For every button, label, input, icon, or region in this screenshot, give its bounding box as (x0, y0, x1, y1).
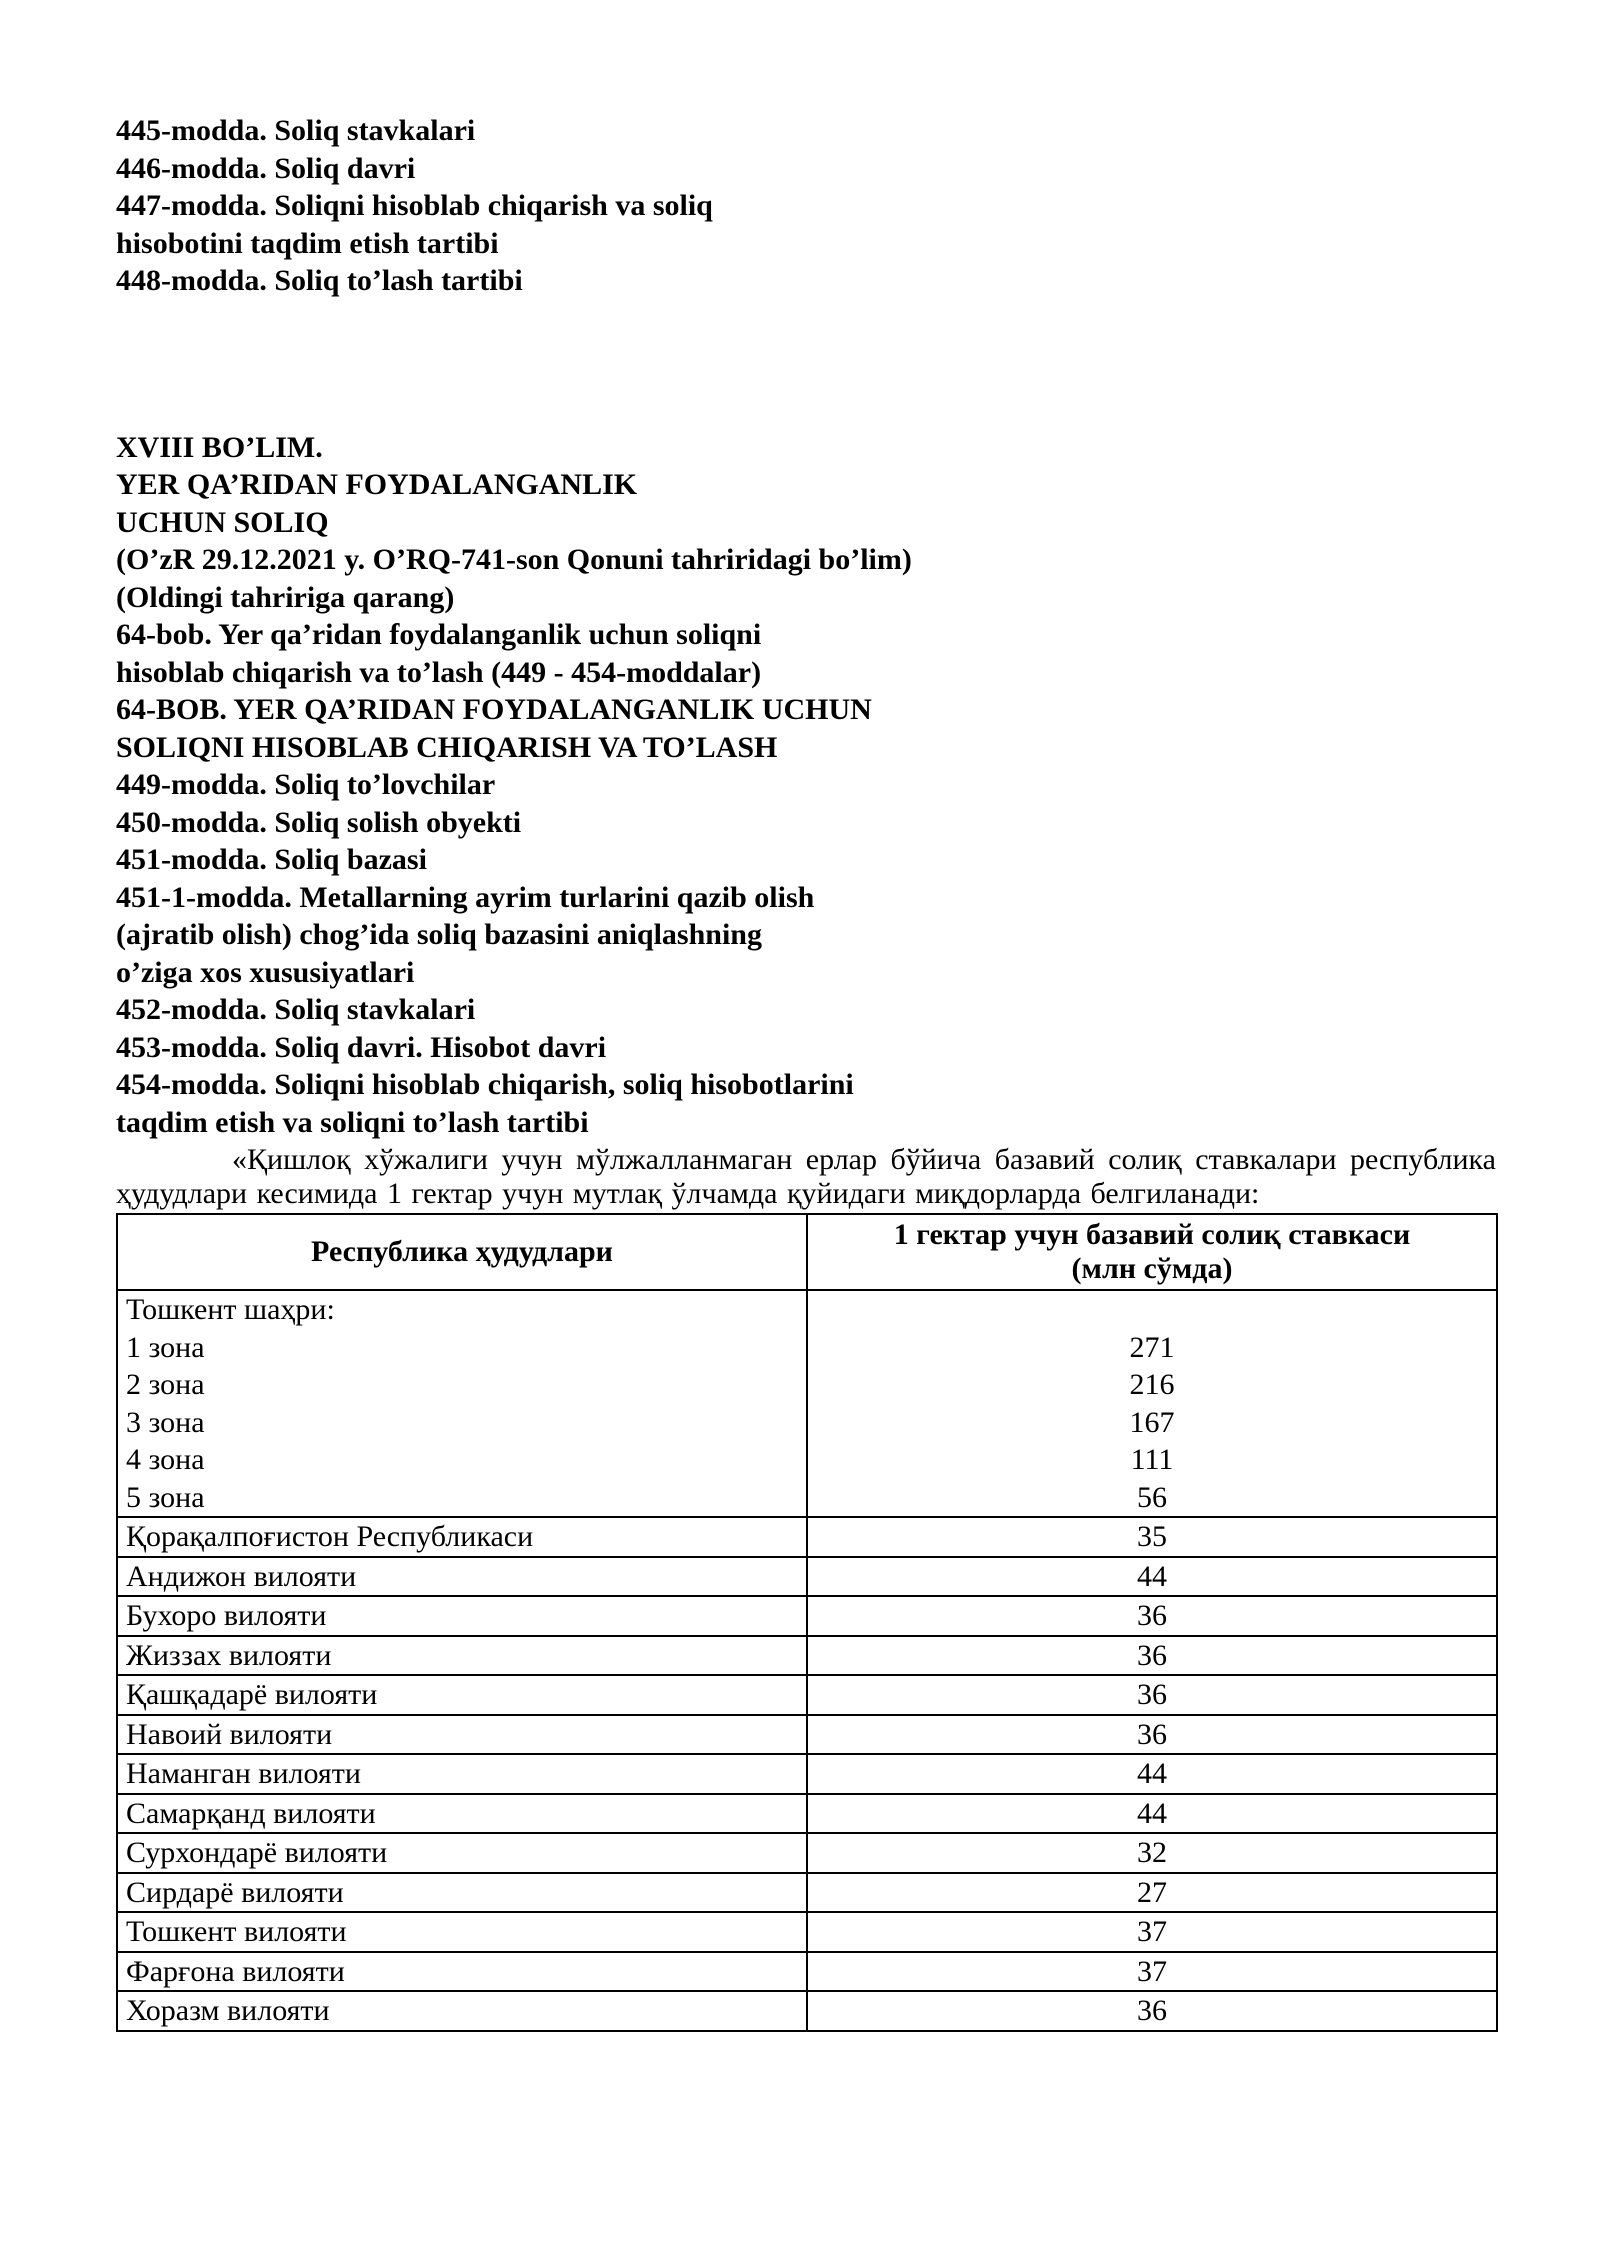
table-row (117, 1912, 1497, 1952)
column-header-region: Республика ҳудудлари (117, 1214, 807, 1290)
region-rate: 37 (807, 1912, 1497, 1952)
region-name: Қорақалпоғистон Республикаси (117, 1517, 807, 1557)
toc-line: 445-modda. Soliq stavkalari (116, 114, 476, 147)
region-rate: 36 (807, 1596, 1497, 1636)
article-line: 452-modda. Soliq stavkalari (116, 993, 476, 1026)
region-rate: 44 (807, 1557, 1497, 1597)
zone-value: 271 (1129, 1330, 1175, 1364)
document-page (116, 112, 1496, 2032)
tashkent-city-label: Тошкент шаҳри: (126, 1293, 335, 1326)
article-line: o’ziga xos xususiyatlari (116, 955, 415, 989)
region-rate: 36 (807, 1636, 1497, 1676)
region-name: Тошкент вилояти (117, 1912, 807, 1952)
chapter-title: SOLIQNI HISOBLAB CHIQARISH VA TO’LASH (116, 730, 778, 764)
table-row (117, 1715, 1497, 1755)
region-rate: 32 (807, 1833, 1497, 1873)
article-line: 451-modda. Soliq bazasi (116, 843, 427, 876)
tax-rate-table (116, 1213, 1498, 2032)
toc-top (116, 112, 1496, 300)
zone-value: 167 (1129, 1405, 1175, 1439)
tashkent-city-values (807, 1290, 1497, 1517)
article-line: (ajratib olish) chog’ida soliq bazasini aniqlashning (116, 918, 762, 951)
spacer (116, 300, 1496, 429)
chapter-title: 64-BOB. YER QA’RIDAN FOYDALANGANLIK UCHUN (116, 693, 872, 726)
region-rate: 35 (807, 1517, 1497, 1557)
table-row (117, 1952, 1497, 1992)
table-row (117, 1991, 1497, 2031)
zone-value: 111 (1130, 1443, 1174, 1476)
region-name: Хоразм вилояти (117, 1991, 807, 2031)
table-row (117, 1794, 1497, 1834)
region-rate: 44 (807, 1794, 1497, 1834)
tashkent-city-cell (117, 1290, 807, 1517)
region-name: Сирдарё вилояти (117, 1873, 807, 1913)
section-title: YER QA’RIDAN FOYDALANGANLIK (116, 468, 638, 501)
chapter-line: 64-bob. Yer qa’ridan foydalanganlik uchun soliqni (116, 618, 762, 651)
zone-value: 56 (1137, 1480, 1167, 1514)
column-header-rate-line1: 1 гектар учун базавий солиқ ставкаси (893, 1218, 1411, 1251)
amendment-note: (O’zR 29.12.2021 y. O’RQ-741-son Qonuni tahriridagi bo’lim) (116, 543, 912, 576)
article-line: 450-modda. Soliq solish obyekti (116, 805, 522, 839)
article-line: 454-modda. Soliqni hisoblab chiqarish, soliq hisobotlarini (116, 1068, 854, 1101)
toc-line: hisobotini taqdim etish tartibi (116, 226, 499, 260)
section-title: UCHUN SOLIQ (116, 505, 329, 539)
column-header-rate (807, 1214, 1497, 1290)
table-row (117, 1636, 1497, 1676)
region-name: Самарқанд вилояти (117, 1794, 807, 1834)
table-row (117, 1754, 1497, 1794)
region-rate: 44 (807, 1754, 1497, 1794)
region-rate: 27 (807, 1873, 1497, 1913)
previous-edition-link: (Oldingi tahririga qarang) (116, 580, 455, 614)
region-name: Андижон вилояти (117, 1557, 807, 1597)
table-row (117, 1557, 1497, 1597)
article-line: taqdim etish va soliqni to’lash tartibi (116, 1105, 589, 1139)
table-row-tashkent-city (117, 1290, 1497, 1517)
region-name: Бухоро вилояти (117, 1596, 807, 1636)
table-row (117, 1517, 1497, 1557)
table-row (117, 1833, 1497, 1873)
table-header-row (117, 1214, 1497, 1290)
table-row (117, 1596, 1497, 1636)
zone-name: 4 зона (126, 1443, 205, 1476)
chapter-line: hisoblab chiqarish va to’lash (449 - 454-moddalar) (116, 655, 762, 689)
region-rate: 36 (807, 1715, 1497, 1755)
table-row (117, 1873, 1497, 1913)
region-name: Жиззах вилояти (117, 1636, 807, 1676)
table-row (117, 1675, 1497, 1715)
toc-line: 448-modda. Soliq to’lash tartibi (116, 264, 523, 297)
region-rate: 37 (807, 1952, 1497, 1992)
region-name: Қашқадарё вилояти (117, 1675, 807, 1715)
toc-line: 447-modda. Soliqni hisoblab chiqarish va soliq (116, 189, 713, 222)
region-name: Наманган вилояти (117, 1754, 807, 1794)
toc-line: 446-modda. Soliq davri (116, 151, 416, 185)
region-name: Фарғона вилояти (117, 1952, 807, 1992)
section-heading-block (116, 429, 1496, 1142)
article-line: 449-modda. Soliq to’lovchilar (116, 768, 496, 801)
zone-name: 1 зона (126, 1330, 205, 1364)
zone-name: 5 зона (126, 1480, 205, 1514)
section-title: XVIII BO’LIM. (116, 430, 323, 464)
zone-value: 216 (1129, 1368, 1175, 1401)
region-name: Навоий вилояти (117, 1715, 807, 1755)
article-line: 451-1-modda. Metallarning ayrim turlarini qazib olish (116, 880, 815, 914)
article-line: 453-modda. Soliq davri. Hisobot davri (116, 1030, 607, 1064)
zone-name: 2 зона (126, 1368, 205, 1401)
intro-paragraph: «Қишлоқ хўжалиги учун мўлжалланмаган ерлар бўйича базавий солиқ ставкалари республика ҳудудлари кесимида 1 гектар учун мутлақ ўлчамда қуйидаги миқдорларда белгиланади: (116, 1143, 1496, 1210)
column-header-rate-line2: (млн сўмда) (1071, 1252, 1233, 1285)
region-rate: 36 (807, 1675, 1497, 1715)
zone-name: 3 зона (126, 1405, 205, 1439)
region-name: Сурхондарё вилояти (117, 1833, 807, 1873)
region-rate: 36 (807, 1991, 1497, 2031)
